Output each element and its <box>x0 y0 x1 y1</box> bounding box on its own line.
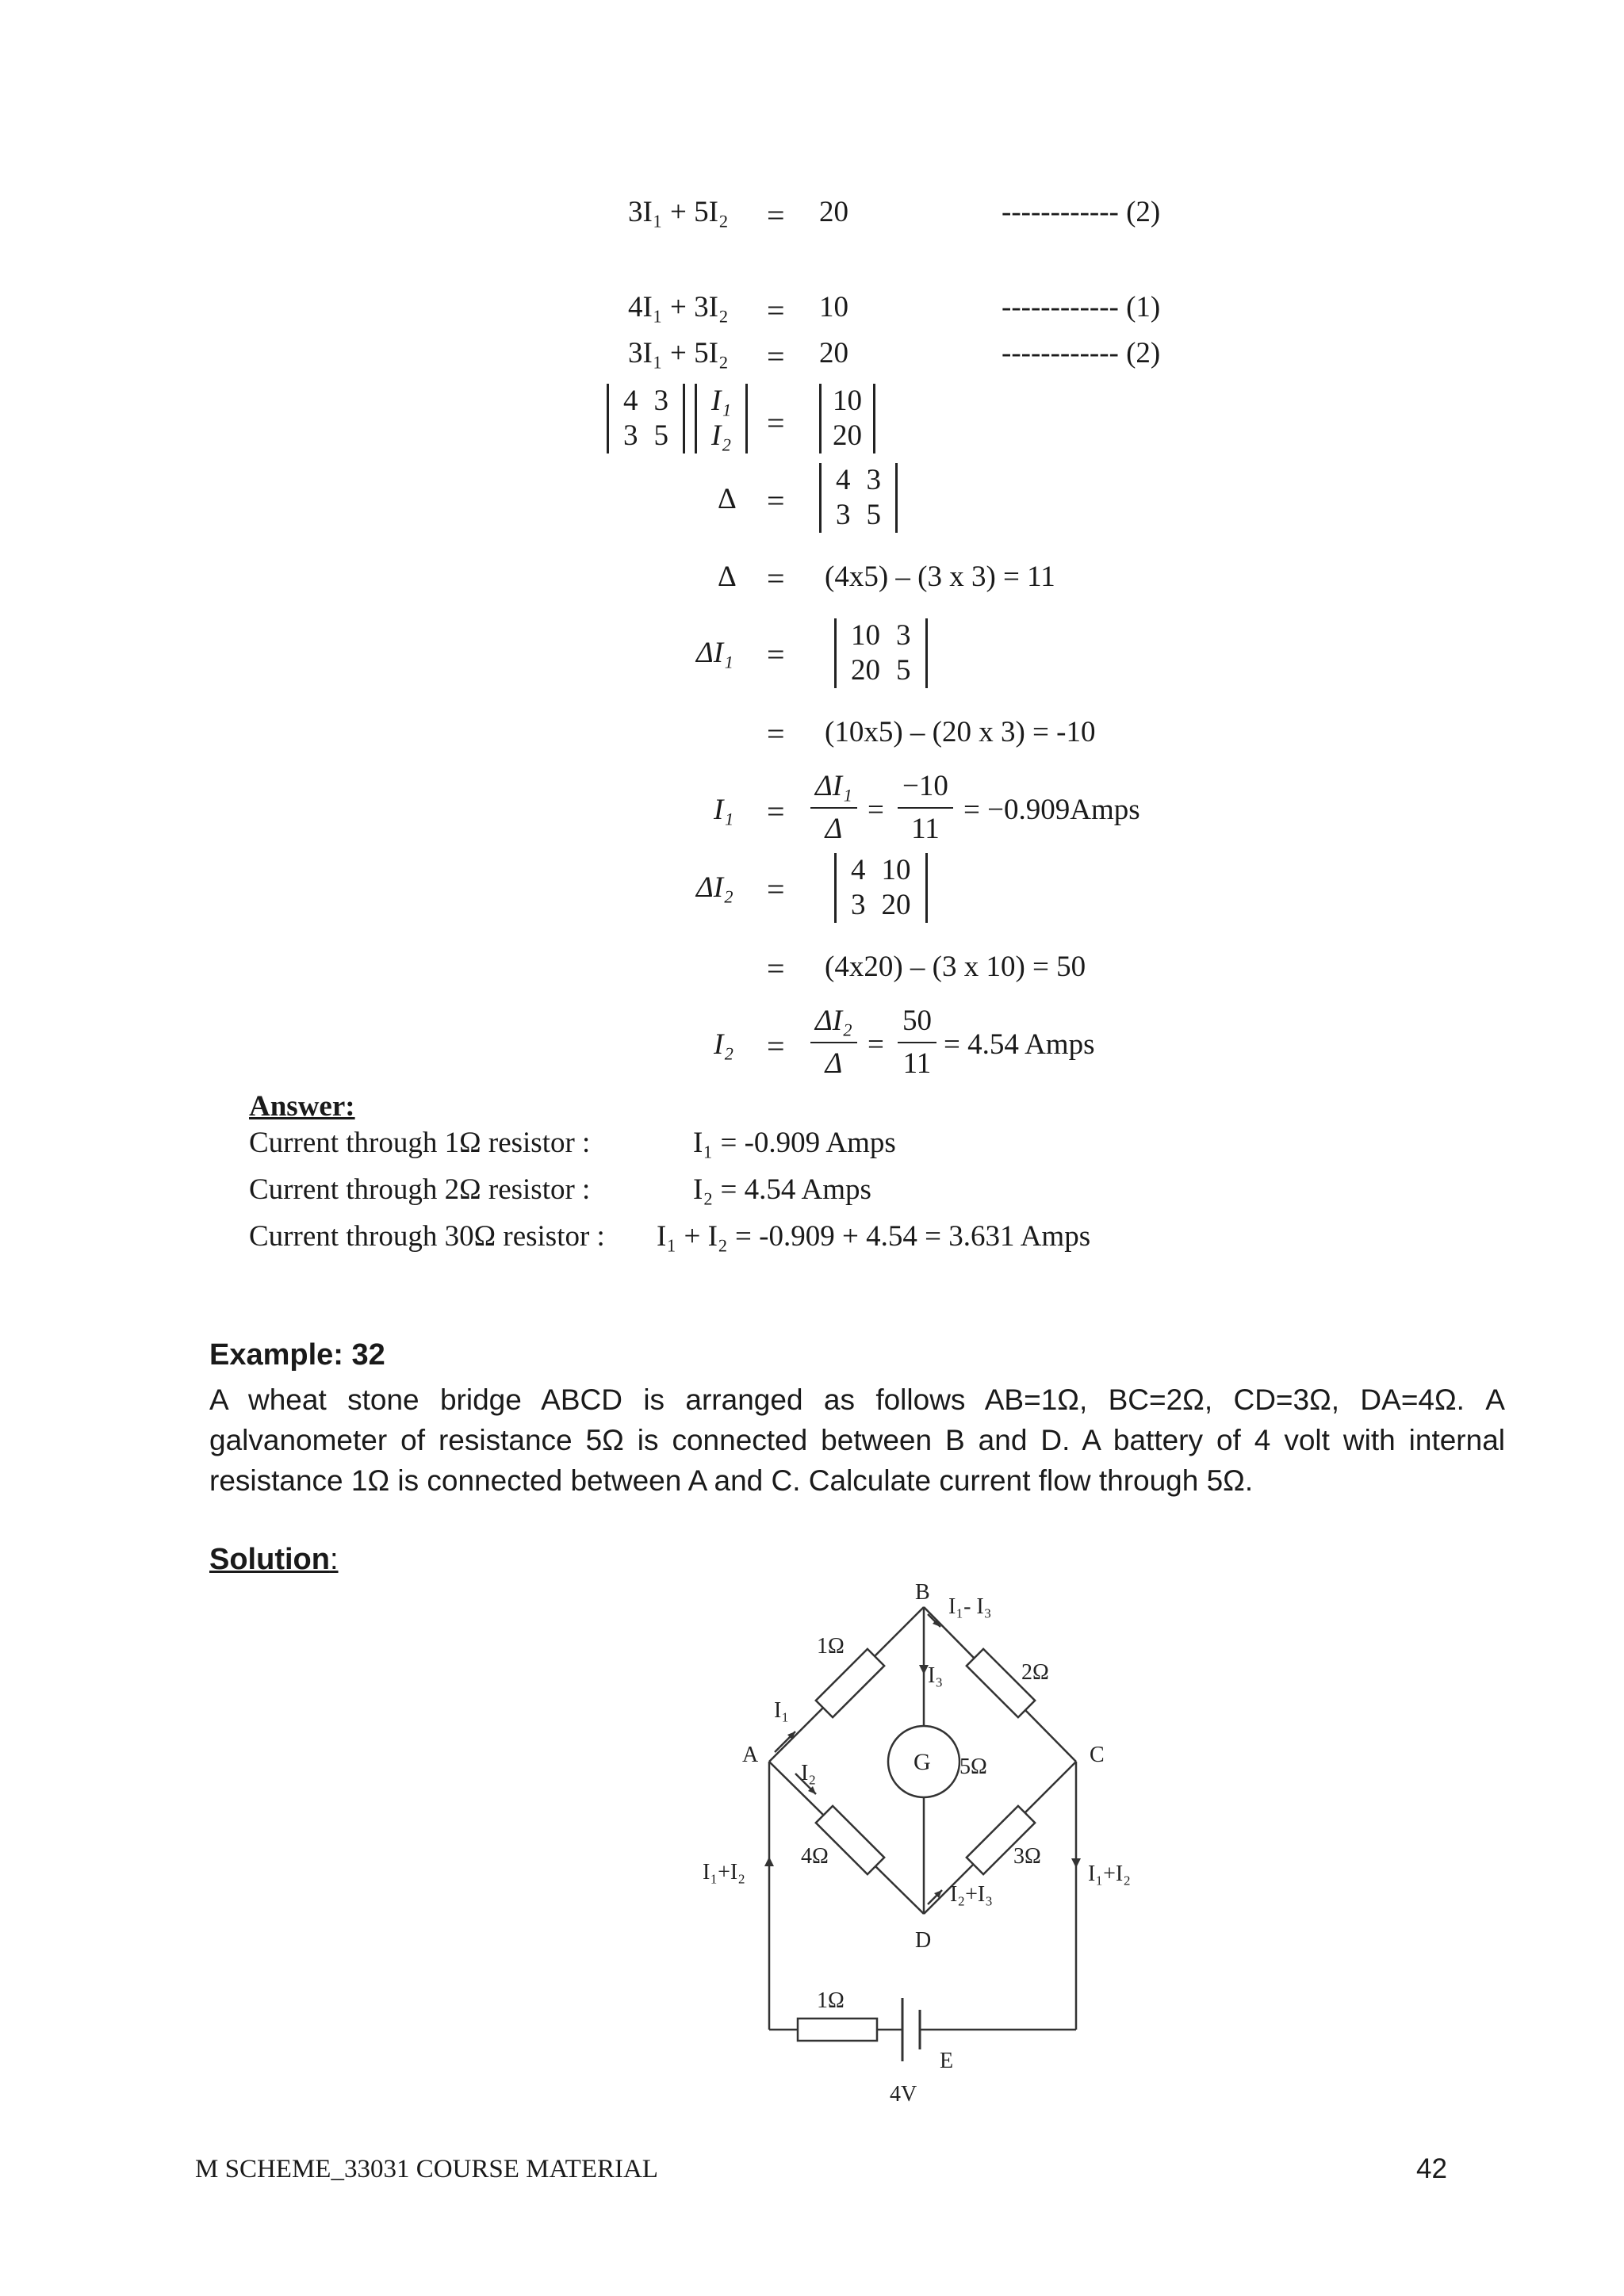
i1-lhs: I₁ <box>714 794 734 826</box>
current-i2-plus-i3-label: I₂+I₃ <box>950 1882 993 1907</box>
eq2-rhs: 20 <box>819 337 848 369</box>
answer-row-2-label: Current through 2Ω resistor : <box>249 1173 591 1206</box>
r-g-label: 5Ω <box>959 1755 987 1779</box>
current-right-label: I₁+I₂ <box>1088 1862 1131 1886</box>
eq1-lhs: 4I₁ + 3I₂ <box>628 291 729 323</box>
delta-det: 4 3 3 5 <box>819 463 898 533</box>
eq1-rel: = <box>767 293 785 328</box>
arrow-left-head <box>764 1857 774 1866</box>
answer-row-1-value: I₁ = -0.909 Amps <box>693 1127 896 1159</box>
di2-def-lhs: ΔI₂ <box>696 871 733 904</box>
i2-rel: = <box>767 1028 785 1064</box>
di2-val-rhs: (4x20) – (3 x 10) = 50 <box>825 951 1086 983</box>
answer-heading: Answer: <box>249 1090 355 1123</box>
i1-fraction-1: $\frac{\text{ΔI₁}}{\Delta}$ <box>810 769 857 847</box>
resistor-ab <box>816 1649 884 1717</box>
di1-det: 10 3 20 5 <box>834 618 928 688</box>
node-b-label: B <box>915 1580 930 1605</box>
page-number: 42 <box>1416 2153 1447 2184</box>
eq-top-lhs: 3I₁ + 5I₂ <box>628 196 729 228</box>
node-e-label: E <box>940 2049 954 2073</box>
di1-val-rel: = <box>767 716 785 752</box>
i1-fraction-2: $\frac{-10}{11}$ <box>898 769 953 847</box>
delta-val-rel: = <box>767 561 785 596</box>
example-title: Example: 32 <box>209 1338 385 1372</box>
matrix-consts: 10 20 <box>819 384 875 453</box>
di2-val-rel: = <box>767 951 785 986</box>
arrow-right-head <box>1071 1858 1081 1868</box>
node-d-label: D <box>915 1928 932 1953</box>
matrix-rel: = <box>767 405 785 441</box>
r-cd-label: 3Ω <box>1013 1844 1041 1869</box>
di1-def-lhs: ΔI₁ <box>696 637 733 669</box>
eq-top-rhs: 20 <box>819 196 848 228</box>
eq2-lhs: 3I₁ + 5I₂ <box>628 337 729 369</box>
di1-def-rel: = <box>767 637 785 672</box>
i2-fraction-1: $\frac{\text{ΔI₂}}{\Delta}$ <box>810 1004 857 1081</box>
current-i1-label: I₁ <box>774 1698 790 1723</box>
resistor-internal <box>798 2019 877 2041</box>
delta-val-rhs: (4x5) – (3 x 3) = 11 <box>825 561 1055 593</box>
r-bc-label: 2Ω <box>1021 1660 1049 1685</box>
current-i1-minus-i3-label: I₁- I₃ <box>948 1594 992 1619</box>
r-internal-label: 1Ω <box>817 1988 845 2013</box>
r-da-label: 4Ω <box>801 1844 829 1869</box>
eq-top-tag: ------------ (2) <box>1002 196 1161 228</box>
di1-val-rhs: (10x5) – (20 x 3) = -10 <box>825 716 1096 748</box>
di2-def-rel: = <box>767 871 785 907</box>
i2-result: = 4.54 Amps <box>944 1028 1095 1061</box>
eq1-rhs: 10 <box>819 291 848 323</box>
r-ab-label: 1Ω <box>817 1634 845 1659</box>
example-text: A wheat stone bridge ABCD is arranged as follows AB=1Ω, BC=2Ω, CD=3Ω, DA=4Ω. A galvanometer of resistance 5Ω is connected between B and D. A battery of 4 volt with internal resistance 1Ω is connected between A and C. Calculate current flow through 5Ω. <box>209 1383 1505 1497</box>
current-left-label: I₁+I₂ <box>703 1860 745 1885</box>
matrix-coef: 4 3 3 5 <box>607 384 685 453</box>
eq-top-rel: = <box>767 197 785 233</box>
i2-lhs: I₂ <box>714 1028 734 1061</box>
answer-row-1-label: Current through 1Ω resistor : <box>249 1127 591 1159</box>
node-c-label: C <box>1090 1743 1105 1767</box>
answer-row-3-label: Current through 30Ω resistor : <box>249 1220 605 1253</box>
delta-def-lhs: Δ <box>718 483 737 515</box>
i2-fraction-2: $\frac{50}{11}$ <box>898 1004 936 1081</box>
current-i3-label: I₃ <box>928 1663 944 1688</box>
i2-eq1: = <box>868 1028 884 1061</box>
i1-rel: = <box>767 794 785 829</box>
current-i2-label: I₂ <box>801 1761 817 1785</box>
footer-course-title: M SCHEME_33031 COURSE MATERIAL <box>195 2155 658 2183</box>
solution-label: Solution: <box>209 1543 339 1576</box>
eq2-rel: = <box>767 339 785 374</box>
eq1-tag: ------------ (1) <box>1002 291 1161 323</box>
battery-label: 4V <box>890 2082 917 2107</box>
delta-val-lhs: Δ <box>718 561 737 593</box>
answer-row-3-value: I₁ + I₂ = -0.909 + 4.54 = 3.631 Amps <box>657 1220 1091 1253</box>
i1-result: = −0.909Amps <box>963 794 1140 826</box>
node-a-label: A <box>742 1743 759 1767</box>
delta-def-rel: = <box>767 483 785 519</box>
i1-eq1: = <box>868 794 884 826</box>
eq2-tag: ------------ (2) <box>1002 337 1161 369</box>
answer-row-2-value: I₂ = 4.54 Amps <box>693 1173 871 1206</box>
di2-det: 4 10 3 20 <box>834 853 928 923</box>
matrix-vars: I₁ I₂ <box>695 384 748 453</box>
galvanometer-label: G <box>914 1749 931 1775</box>
